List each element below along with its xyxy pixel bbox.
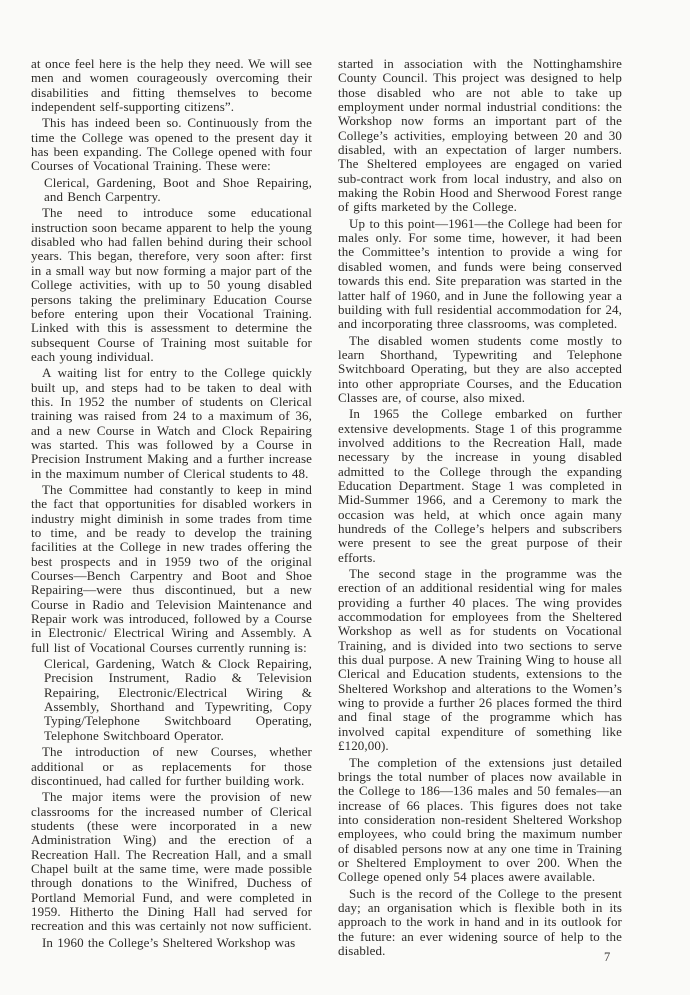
paragraph-educational-instruction: The need to introduce some educational instruction soon became apparent to help the young disabled who had fallen behind during their school years. This began, therefore, very soon after: first in a small way but now forming a major part of the College activities, with up to 50 young disabled persons taking the preliminary Education Course before entering upon their Vocational Training. Linked with this is assessment to determine the subsequent Course of Training most suitable for each young individual. — [31, 205, 312, 364]
paragraph-completion-totals: The completion of the extensions just detailed brings the total number of places now available in the College to 186—136 males and 50 females—an increase of 66 places. This figures does not take into consideration non-resident Sheltered Workshop employees, who could bring the maximum number of disabled persons now at any one time in Training or Sheltered Employment to over 200. When the College opened only 54 places awere available. — [338, 754, 622, 885]
quote-continuation-paragraph: at once feel here is the help they need. We will see men and women courageously overcoming their disabilities and fitting themselves to become independent self-supporting citizens”. — [31, 56, 312, 115]
paragraph-1960-workshop-start: In 1960 the College’s Sheltered Workshop was — [42, 934, 296, 950]
original-courses-list: Clerical, Gardening, Boot and Shoe Repairing, and Bench Carpentry. — [44, 174, 312, 205]
paragraph-1961-womens-wing: Up to this point—1961—the College had been for males only. For some time, however, it had been the Committee’s intention to provide a wing for disabled women, and funds were being conserved towards this end. Site preparation was started in the latter half of 1960, and in June the following year a building with full residential accommodation for 24, and incorporating three classrooms, was completed. — [338, 215, 622, 332]
paragraph-disabled-women-students: The disabled women students come mostly to learn Shorthand, Typewriting and Telephone Switchboard Operating, but they are also accepted into other appropriate Courses, and the Education Classes are, of course, also mixed. — [338, 332, 622, 405]
left-column — [31, 57, 312, 958]
paragraph-college-expanding: This has indeed been so. Continuously from the time the College was opened to the present day it has been expanding. The College opened with four Courses of Vocational Training. These were: — [31, 115, 312, 174]
paragraph-major-items: The major items were the provision of new classrooms for the increased number of Clerical students (these were incorporated in a new Administration Wing) and the erection of a Recreation Hall. The Recreation Hall, and a small Chapel built at the same time, were made possible through donations to the Winifred, Duchess of Portland Memorial Fund, and were completed in 1959. Hitherto the Dining Hall had served for recreation and this was certainly not now sufficient. — [31, 789, 312, 934]
paragraph-1965-developments: In 1965 the College embarked on further extensive developments. Stage 1 of this programme involved additions to the Recreation Hall, made necessary by the increase in young disabled admitted to the College through the expanding Education Department. Stage 1 was completed in Mid-Summer 1966, and a Ceremony to mark the occasion was held, at which once again many hundreds of the College’s helpers and subscribers were present to see the great purpose of their efforts. — [338, 406, 622, 565]
paragraph-second-stage: The second stage in the programme was the erection of an additional residential wing for males providing a further 40 places. The wing provides accommodation for employees from the Sheltered Workshop as well as for students on Vocational Training, and is divided into two sections to serve this dual purpose. A new Training Wing to house all Clerical and Education students, extensions to the Sheltered Workshop and alterations to the Women’s wing to provide a further 26 places formed the third and final stage of the programme which has involved capital expenditure of something like £120,00). — [338, 566, 622, 754]
paragraph-waiting-list: A waiting list for entry to the College quickly built up, and steps had to be taken to deal with this. In 1952 the number of students on Clerical training was raised from 24 to a maximum of 36, and a new Course in Watch and Clock Repairing was started. This was followed by a Course in Precision Instrument Making and a further increase in the maximum number of Clerical students to 48. — [31, 365, 312, 481]
right-column — [338, 57, 622, 958]
page-number: 7 — [604, 950, 611, 964]
paragraph-committee-trades: The Committee had constantly to keep in mind the fact that opportunities for disabled workers in industry might diminish in some trades from time to time, and be ready to develop the training facilities at the College in new trades offering the best prospects and in 1959 two of the original Courses—Bench Carpentry and Boot and Shoe Repairing—were thus discontinued, but a new Course in Radio and Television Maintenance and Repair work was introduced, followed by a Course in Electronic/ Electrical Wiring and Assembly. A full list of Vocational Courses currently running is: — [31, 481, 312, 655]
paragraph-workshop-continuation: started in association with the Nottinghamshire County Council. This project was designed to help those disabled who are not able to take up employment under normal industrial conditions: the Workshop now forms an important part of the College’s activities, employing between 20 and 30 disabled, with an expectation of larger numbers. The Sheltered employees are engaged on varied sub-contract work from local industry, and also on making the Robin Hood and Sherwood Forest range of gifts marketed by the College. — [338, 56, 622, 215]
paragraph-closing-record: Such is the record of the College to the present day; an organisation which is flexible both in its approach to the work in hand and in its outlook for the future: an ever widening source of help to the disabled. — [338, 885, 622, 958]
two-column-text-area — [31, 57, 622, 958]
current-courses-list: Clerical, Gardening, Watch & Clock Repairing, Precision Instrument, Radio & Television Repairing, Electronic/Electrical Wiring & Assembly, Shorthand and Typewriting, Copy Typing/Telephone Switchboard Operating, Telephone Switchboard Operator. — [44, 656, 312, 743]
paragraph-new-courses: The introduction of new Courses, whether additional or as replacements for those discontinued, had called for further building work. — [31, 744, 312, 788]
